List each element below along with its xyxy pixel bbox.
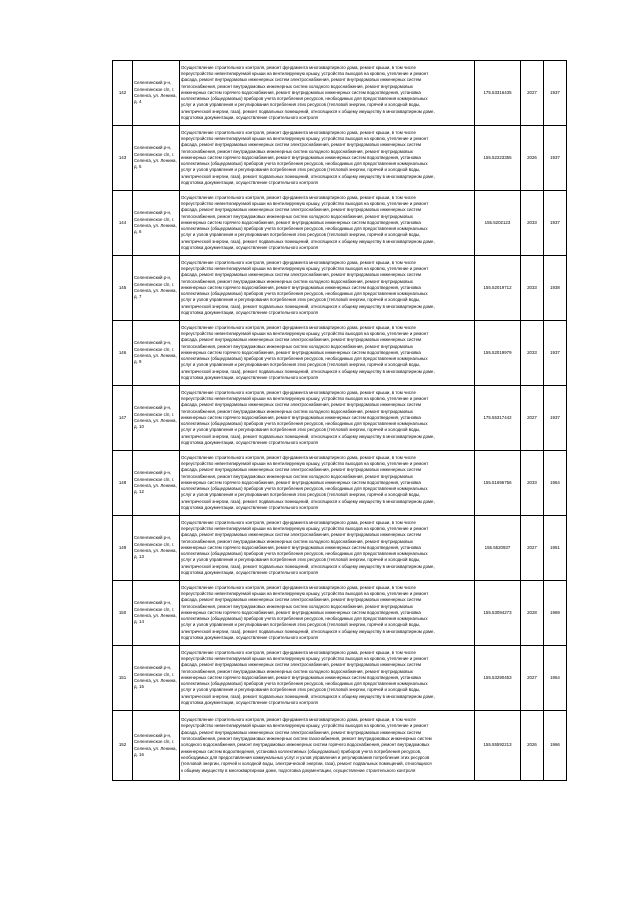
work-description-line: подготовка документации, осуществление строительного контроля	[181, 700, 318, 706]
work-description-line: услуг и узлов управления и регулирования потребления этих ресурсов (тепловой энергии, горячей и холодной воды,	[181, 102, 421, 108]
work-description-line: подготовка документации, осуществление строительного контроля	[181, 440, 318, 446]
table-row	[113, 581, 567, 646]
work-description-line: услуг и узлов управления и регулирования потребления этих ресурсов (тепловой энергии, горячей и холодной воды,	[181, 687, 421, 693]
work-description-line: Осуществление строительного контроля, ремонт фундамента многоквартирного дома, ремонт крыши, в том числе	[181, 519, 416, 525]
work-description-line: теплоснабжения, ремонт внутридомовых инженерных систем холодного водоснабжения, ремонт внутридомовых	[181, 408, 413, 414]
work-description-line: Осуществление строительного контроля, ремонт фундамента многоквартирного дома, ремонт крыши, в том числе	[181, 717, 416, 723]
work-description-line: фасада, ремонт внутридомовых инженерных систем электроснабжения, ремонт внутридомовых инженерных систем	[181, 77, 422, 83]
work-description-line: подготовка документации, осуществление строительного контроля	[181, 505, 318, 511]
work-description-line: холодного водоснабжения, ремонт внутридомовых инженерных систем горячего водоснабжения, ремонт внутридомовых	[181, 742, 430, 748]
work-description-cell	[180, 451, 475, 516]
cost-cell: 155.5520937	[475, 516, 521, 581]
work-description-cell	[180, 256, 475, 321]
build-year-cell: 1969	[544, 581, 567, 646]
work-description-line: подготовка документации, осуществление строительного контроля	[181, 245, 318, 251]
work-description-line: коллективных (общедомовых) приборов учета потребления ресурсов, необходимых для предоставления коммунальных	[181, 616, 428, 622]
work-description-line: подготовка документации, осуществление строительного контроля	[181, 570, 318, 576]
work-description-line: коллективных (общедомовых) приборов учета потребления ресурсов, необходимых для предоставления коммунальных	[181, 291, 428, 297]
work-description-line: подготовка документации, осуществление строительного контроля	[181, 180, 318, 186]
work-description-line: инженерных систем горячего водоснабжения, ремонт внутридомовых инженерных систем водоотведения, установка	[181, 154, 421, 160]
work-description-cell	[180, 516, 475, 581]
work-description-line: электрической энергии, газа), ремонт подвальных помещений, относящихся к общему имуществу в многоквартирном доме,	[181, 108, 435, 114]
work-description-line: инженерных систем горячего водоснабжения, ремонт внутридомовых инженерных систем водоотведения, установка	[181, 349, 421, 355]
work-description-cell	[180, 581, 475, 646]
work-description-line: инженерных систем водоотведения, установка коллективных (общедомовых) приборов учета потребления ресурсов,	[181, 748, 422, 754]
work-description-line: подготовка документации, осуществление строительного контроля	[181, 310, 318, 316]
work-description-cell	[180, 126, 475, 191]
work-description-line: переустройство невентилируемой крыши на вентилируемую крышу, устройство выходов на кровлю, утепление и ремонт	[181, 525, 429, 531]
cost-cell: 155.5202123	[475, 191, 521, 256]
row-number-cell: 151	[113, 646, 133, 711]
address-cell: Селенгинский р-н, Селенгинское с/п, г. Селенга, ул. Ленина, д. 12	[133, 451, 180, 516]
table-row	[113, 386, 567, 451]
work-description-line: теплоснабжения, ремонт внутридомовых инженерных систем холодного водоснабжения, ремонт внутридомовых	[181, 473, 413, 479]
cost-cell: 155.53094273	[475, 581, 521, 646]
work-description-line: фасада, ремонт внутридомовых инженерных систем электроснабжения, ремонт внутридомовых инженерных систем	[181, 142, 422, 148]
work-description-line: теплоснабжения, ремонт внутридомовых инженерных систем газоснабжения, ремонт внутридомовых инженерных систем	[181, 736, 432, 742]
work-description-line: электрической энергии, газа), ремонт подвальных помещений, относящихся к общему имуществу в многоквартирном доме,	[181, 433, 435, 439]
cost-cell: 155.53290453	[475, 646, 521, 711]
row-number-cell: 145	[113, 256, 133, 321]
work-description-line: электрической энергии, газа), ремонт подвальных помещений, относящихся к общему имуществу в многоквартирном доме,	[181, 303, 435, 309]
row-number-cell: 152	[113, 711, 133, 781]
address-cell: Селенгинский р-н, Селенгинское с/п, г. Селенга, ул. Ленина, д. 14	[133, 581, 180, 646]
work-description-line: фасада, ремонт внутридомовых инженерных систем электроснабжения, ремонт внутридомовых инженерных систем	[181, 597, 422, 603]
work-description-line: теплоснабжения, ремонт внутридомовых инженерных систем холодного водоснабжения, ремонт внутридомовых	[181, 83, 413, 89]
work-description-cell	[180, 646, 475, 711]
planned-year-cell: 2027	[521, 646, 544, 711]
work-description-line: Осуществление строительного контроля, ремонт фундамента многоквартирного дома, ремонт крыши, в том числе	[181, 389, 416, 395]
address-cell: Селенгинский р-н, Селенгинское с/п, г. Селенга, ул. Ленина, д. 4	[133, 61, 180, 126]
work-description-line: коллективных (общедомовых) приборов учета потребления ресурсов, необходимых для предоставления коммунальных	[181, 486, 428, 492]
work-description-line: инженерных систем горячего водоснабжения, ремонт внутридомовых инженерных систем водоотведения, установка	[181, 89, 421, 95]
planned-year-cell: 2027	[521, 61, 544, 126]
work-description-line: подготовка документации, осуществление строительного контроля	[181, 375, 318, 381]
row-number-cell: 150	[113, 581, 133, 646]
planned-year-cell: 2033	[521, 256, 544, 321]
cost-cell: 155.55592213	[475, 711, 521, 781]
work-description-line: электрической энергии, газа), ремонт подвальных помещений, относящихся к общему имуществу в многоквартирном доме,	[181, 498, 435, 504]
build-year-cell: 1964	[544, 646, 567, 711]
work-description-line: теплоснабжения, ремонт внутридомовых инженерных систем холодного водоснабжения, ремонт внутридомовых	[181, 538, 413, 544]
work-description-line: услуг и узлов управления и регулирования потребления этих ресурсов (тепловой энергии, горячей и холодной воды,	[181, 232, 421, 238]
work-description-line: переустройство невентилируемой крыши на вентилируемую крышу, устройство выходов на кровлю, утепление и ремонт	[181, 395, 429, 401]
work-description-line: услуг и узлов управления и регулирования потребления этих ресурсов (тепловой энергии, горячей и холодной воды,	[181, 297, 421, 303]
build-year-cell: 1937	[544, 126, 567, 191]
work-description-cell	[180, 61, 475, 126]
work-description-line: электрической энергии, газа), ремонт подвальных помещений, относящихся к общему имуществу в многоквартирном доме,	[181, 368, 435, 374]
work-description-line: переустройство невентилируемой крыши на вентилируемую крышу, устройство выходов на кровлю, утепление и ремонт	[181, 460, 429, 466]
work-description-line: необходимых для предоставления коммунальных услуг и узлов управления и регулирования потребления этих ресурсов	[181, 754, 430, 760]
work-description-line: услуг и узлов управления и регулирования потребления этих ресурсов (тепловой энергии, горячей и холодной воды,	[181, 362, 421, 368]
work-description-line: электрической энергии, газа), ремонт подвальных помещений, относящихся к общему имуществу в многоквартирном доме,	[181, 563, 435, 569]
work-description-line: к общему имуществу в многоквартирном доме, подготовка документации, осуществление строительного контроля	[181, 767, 416, 773]
work-description-line: услуг и узлов управления и регулирования потребления этих ресурсов (тепловой энергии, горячей и холодной воды,	[181, 427, 421, 433]
cost-cell: 155.52223355	[475, 126, 521, 191]
row-number-cell: 146	[113, 321, 133, 386]
build-year-cell: 1937	[544, 321, 567, 386]
work-description-line: фасада, ремонт внутридомовых инженерных систем электроснабжения, ремонт внутридомовых инженерных систем	[181, 532, 422, 538]
address-cell: Селенгинский р-н, Селенгинское с/п, г. Селенга, ул. Ленина, д. 16	[133, 711, 180, 781]
address-cell: Селенгинский р-н, Селенгинское с/п, г. Селенга, ул. Ленина, д. 9	[133, 321, 180, 386]
work-description-line: Осуществление строительного контроля, ремонт фундамента многоквартирного дома, ремонт крыши, в том числе	[181, 64, 416, 70]
build-year-cell: 1966	[544, 711, 567, 781]
cost-cell: 175.53316435	[475, 61, 521, 126]
row-number-cell: 148	[113, 451, 133, 516]
address-cell: Селенгинский р-н, Селенгинское с/п, г. Селенга, ул. Ленина, д. 5	[133, 126, 180, 191]
work-description-line: коллективных (общедомовых) приборов учета потребления ресурсов, необходимых для предоставления коммунальных	[181, 551, 428, 557]
table-row	[113, 646, 567, 711]
cost-cell: 175.55317442	[475, 386, 521, 451]
work-description-line: электрической энергии, газа), ремонт подвальных помещений, относящихся к общему имуществу в многоквартирном доме,	[181, 628, 435, 634]
work-description-line: переустройство невентилируемой крыши на вентилируемую крышу, устройство выходов на кровлю, утепление и ремонт	[181, 135, 429, 141]
work-description-line: фасада, ремонт внутридомовых инженерных систем электроснабжения, ремонт внутридомовых инженерных систем	[181, 402, 422, 408]
work-description-line: инженерных систем горячего водоснабжения, ремонт внутридомовых инженерных систем водоотведения, установка	[181, 544, 421, 550]
work-description-line: переустройство невентилируемой крыши на вентилируемую крышу, устройство выходов на кровлю, утепление и ремонт	[181, 200, 429, 206]
capital-repair-table	[112, 60, 560, 781]
work-description-line: инженерных систем горячего водоснабжения, ремонт внутридомовых инженерных систем водоотведения, установка	[181, 219, 421, 225]
work-description-line: Осуществление строительного контроля, ремонт фундамента многоквартирного дома, ремонт крыши, в том числе	[181, 324, 416, 330]
build-year-cell: 1937	[544, 61, 567, 126]
cost-cell: 155.52019979	[475, 321, 521, 386]
address-cell: Селенгинский р-н, Селенгинское с/п, г. Селенга, ул. Ленина, д. 13	[133, 516, 180, 581]
work-description-line: теплоснабжения, ремонт внутридомовых инженерных систем холодного водоснабжения, ремонт внутридомовых	[181, 603, 413, 609]
work-description-cell	[180, 191, 475, 256]
build-year-cell: 1937	[544, 191, 567, 256]
work-description-line: (тепловой энергии, горячей и холодной воды, электрической энергии, газа), ремонт подвальных помещений, относящихся	[181, 761, 432, 767]
address-cell: Селенгинский р-н, Селенгинское с/п, г. Селенга, ул. Ленина, д. 6	[133, 191, 180, 256]
planned-year-cell: 2027	[521, 516, 544, 581]
planned-year-cell: 2033	[521, 191, 544, 256]
row-number-cell: 147	[113, 386, 133, 451]
work-description-line: электрической энергии, газа), ремонт подвальных помещений, относящихся к общему имуществу в многоквартирном доме,	[181, 693, 435, 699]
work-description-line: фасада, ремонт внутридомовых инженерных систем электроснабжения, ремонт внутридомовых инженерных систем	[181, 207, 422, 213]
cost-cell: 155.52019712	[475, 256, 521, 321]
build-year-cell: 1964	[544, 451, 567, 516]
planned-year-cell: 2026	[521, 126, 544, 191]
work-description-line: коллективных (общедомовых) приборов учета потребления ресурсов, необходимых для предоставления коммунальных	[181, 356, 428, 362]
work-description-line: коллективных (общедомовых) приборов учета потребления ресурсов, необходимых для предоставления коммунальных	[181, 161, 428, 167]
work-description-line: переустройство невентилируемой крыши на вентилируемую крышу, устройство выходов на кровлю, утепление и ремонт	[181, 330, 429, 336]
work-description-line: Осуществление строительного контроля, ремонт фундамента многоквартирного дома, ремонт крыши, в том числе	[181, 584, 416, 590]
work-description-line: Осуществление строительного контроля, ремонт фундамента многоквартирного дома, ремонт крыши, в том числе	[181, 194, 416, 200]
row-number-cell: 142	[113, 61, 133, 126]
work-description-cell	[180, 321, 475, 386]
work-description-line: теплоснабжения, ремонт внутридомовых инженерных систем холодного водоснабжения, ремонт внутридомовых	[181, 278, 413, 284]
row-number-cell: 143	[113, 126, 133, 191]
work-description-line: теплоснабжения, ремонт внутридомовых инженерных систем холодного водоснабжения, ремонт внутридомовых	[181, 148, 413, 154]
work-description-line: инженерных систем горячего водоснабжения, ремонт внутридомовых инженерных систем водоотведения, установка	[181, 414, 421, 420]
repair-schedule-table	[112, 60, 567, 781]
work-description-line: инженерных систем горячего водоснабжения, ремонт внутридомовых инженерных систем водоотведения, установка	[181, 284, 421, 290]
table-row	[113, 126, 567, 191]
work-description-line: услуг и узлов управления и регулирования потребления этих ресурсов (тепловой энергии, горячей и холодной воды,	[181, 557, 421, 563]
work-description-line: электрической энергии, газа), ремонт подвальных помещений, относящихся к общему имуществу в многоквартирном доме,	[181, 238, 435, 244]
work-description-line: подготовка документации, осуществление строительного контроля	[181, 115, 318, 121]
work-description-line: фасада, ремонт внутридомовых инженерных систем электроснабжения, ремонт внутридомовых инженерных систем	[181, 272, 422, 278]
table-row	[113, 256, 567, 321]
work-description-line: теплоснабжения, ремонт внутридомовых инженерных систем холодного водоснабжения, ремонт внутридомовых	[181, 213, 413, 219]
table-row	[113, 516, 567, 581]
work-description-line: Осуществление строительного контроля, ремонт фундамента многоквартирного дома, ремонт крыши, в том числе	[181, 259, 416, 265]
work-description-line: фасада, ремонт внутридомовых инженерных систем электроснабжения, ремонт внутридомовых инженерных систем	[181, 662, 422, 668]
work-description-line: переустройство невентилируемой крыши на вентилируемую крышу, устройство выходов на кровлю, утепление и ремонт	[181, 723, 429, 729]
work-description-line: Осуществление строительного контроля, ремонт фундамента многоквартирного дома, ремонт крыши, в том числе	[181, 454, 416, 460]
work-description-line: коллективных (общедомовых) приборов учета потребления ресурсов, необходимых для предоставления коммунальных	[181, 226, 428, 232]
work-description-line: фасада, ремонт внутридомовых инженерных систем электроснабжения, ремонт внутридомовых инженерных систем	[181, 337, 422, 343]
build-year-cell: 1938	[544, 256, 567, 321]
row-number-cell: 144	[113, 191, 133, 256]
table-row	[113, 321, 567, 386]
work-description-line: коллективных (общедомовых) приборов учета потребления ресурсов, необходимых для предоставления коммунальных	[181, 421, 428, 427]
planned-year-cell: 2028	[521, 581, 544, 646]
table-row	[113, 191, 567, 256]
work-description-line: электрической энергии, газа), ремонт подвальных помещений, относящихся к общему имуществу в многоквартирном доме,	[181, 173, 435, 179]
work-description-line: переустройство невентилируемой крыши на вентилируемую крышу, устройство выходов на кровлю, утепление и ремонт	[181, 265, 429, 271]
work-description-line: услуг и узлов управления и регулирования потребления этих ресурсов (тепловой энергии, горячей и холодной воды,	[181, 492, 421, 498]
work-description-line: услуг и узлов управления и регулирования потребления этих ресурсов (тепловой энергии, горячей и холодной воды,	[181, 622, 421, 628]
build-year-cell: 1951	[544, 516, 567, 581]
table-row	[113, 61, 567, 126]
planned-year-cell: 2026	[521, 711, 544, 781]
address-cell: Селенгинский р-н, Селенгинское с/п, г. Селенга, ул. Ленина, д. 15	[133, 646, 180, 711]
work-description-line: фасада, ремонт внутридомовых инженерных систем электроснабжения, ремонт внутридомовых инженерных систем	[181, 467, 422, 473]
work-description-line: теплоснабжения, ремонт внутридомовых инженерных систем холодного водоснабжения, ремонт внутридомовых	[181, 668, 413, 674]
row-number-cell: 149	[113, 516, 133, 581]
work-description-cell	[180, 711, 475, 781]
build-year-cell: 1937	[544, 386, 567, 451]
work-description-line: инженерных систем горячего водоснабжения, ремонт внутридомовых инженерных систем водоотведения, установка	[181, 674, 421, 680]
work-description-line: фасада, ремонт внутридомовых инженерных систем электроснабжения, ремонт внутридомовых инженерных систем	[181, 729, 422, 735]
work-description-line: услуг и узлов управления и регулирования потребления этих ресурсов (тепловой энергии, горячей и холодной воды,	[181, 167, 421, 173]
work-description-cell	[180, 386, 475, 451]
address-cell: Селенгинский р-н, Селенгинское с/п, г. Селенга, ул. Ленина, д. 7	[133, 256, 180, 321]
work-description-line: коллективных (общедомовых) приборов учета потребления ресурсов, необходимых для предоставления коммунальных	[181, 681, 428, 687]
work-description-line: коллективных (общедомовых) приборов учета потребления ресурсов, необходимых для предоставления коммунальных	[181, 96, 428, 102]
work-description-line: Осуществление строительного контроля, ремонт фундамента многоквартирного дома, ремонт крыши, в том числе	[181, 649, 416, 655]
table-body	[113, 61, 567, 781]
planned-year-cell: 2033	[521, 451, 544, 516]
work-description-line: подготовка документации, осуществление строительного контроля	[181, 635, 318, 641]
cost-cell: 155.51696756	[475, 451, 521, 516]
planned-year-cell: 2027	[521, 386, 544, 451]
work-description-line: теплоснабжения, ремонт внутридомовых инженерных систем холодного водоснабжения, ремонт внутридомовых	[181, 343, 413, 349]
planned-year-cell: 2033	[521, 321, 544, 386]
work-description-line: инженерных систем горячего водоснабжения, ремонт внутридомовых инженерных систем водоотведения, установка	[181, 479, 421, 485]
table-row	[113, 451, 567, 516]
address-cell: Селенгинский р-н, Селенгинское с/п, г. Селенга, ул. Ленина, д. 10	[133, 386, 180, 451]
work-description-line: переустройство невентилируемой крыши на вентилируемую крышу, устройство выходов на кровлю, утепление и ремонт	[181, 70, 429, 76]
work-description-line: переустройство невентилируемой крыши на вентилируемую крышу, устройство выходов на кровлю, утепление и ремонт	[181, 590, 429, 596]
table-row	[113, 711, 567, 781]
work-description-line: инженерных систем горячего водоснабжения, ремонт внутридомовых инженерных систем водоотведения, установка	[181, 609, 421, 615]
work-description-line: переустройство невентилируемой крыши на вентилируемую крышу, устройство выходов на кровлю, утепление и ремонт	[181, 655, 429, 661]
work-description-line: Осуществление строительного контроля, ремонт фундамента многоквартирного дома, ремонт крыши, в том числе	[181, 129, 416, 135]
